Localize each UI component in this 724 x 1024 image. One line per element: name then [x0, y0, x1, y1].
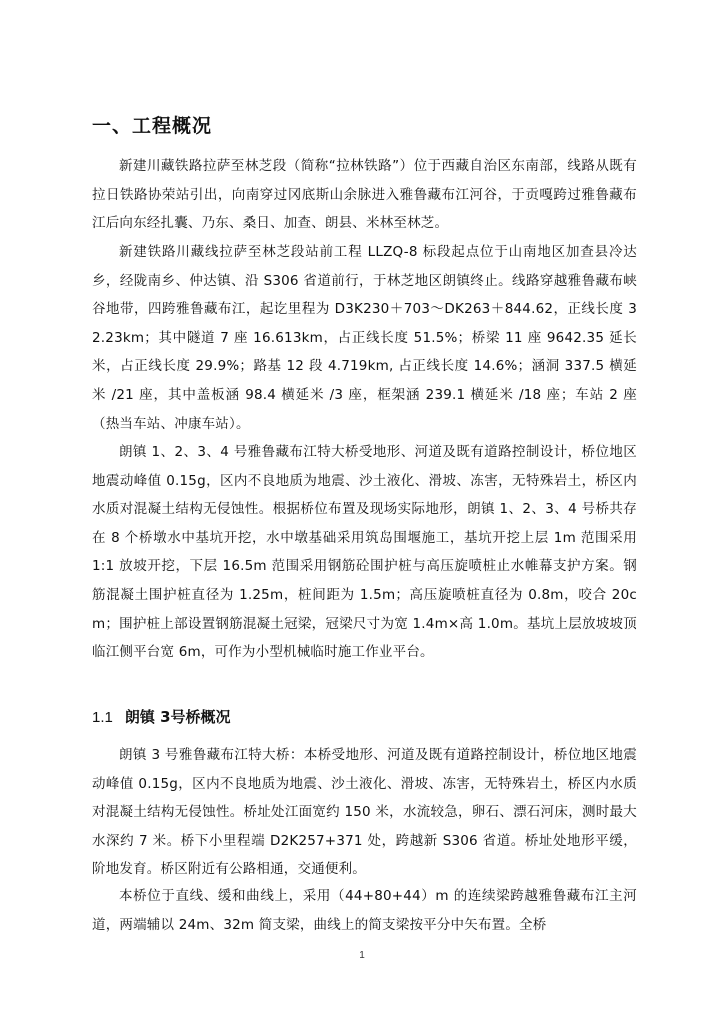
subsection-heading	[92, 705, 231, 730]
paragraph-bridge3-span: 本桥位于直线、缓和曲线上，采用（44+80+44）m 的连续梁跨越雅鲁藏布江主河道，两端辅以 24m、32m 简支梁，曲线上的简支梁按平分中矢布置。全桥	[92, 888, 637, 933]
subsection-number: 1.1	[92, 709, 113, 726]
subsection-title: 朗镇 3号桥概况	[124, 708, 231, 726]
paragraph-overview-route: 新建川藏铁路拉萨至林芝段（简称“拉林铁路”）位于西藏自治区东南部，线路从既有拉日铁路协荣站引出，向南穿过冈底斯山余脉进入雅鲁藏布江河谷，于贡嘎跨过雅鲁藏布江后向东经扎囊、乃东、桑日、加查、朗县、米林至林芝。	[92, 158, 637, 232]
page-number: 1	[359, 950, 365, 961]
paragraph-section-lzq8: 新建铁路川藏线拉萨至林芝段站前工程 LLZQ-8 标段起点位于山南地区加查县冷达乡，经陇南乡、仲达镇、沿 S306 省道前行，于林芝地区朗镇终止。线路穿越雅鲁藏布峡谷地带，四跨雅鲁藏布江，起讫里程为 D3K230＋703～DK263＋844.62，正线长度 32.23km；其中隧道 7 座 16.613km，占正线长度 51.5%；桥梁 11 座 9642.35 延长米，占正线长度 29.9%；路基 12 段 4.719km, 占正线长度 14.6%；涵洞 337.5 横延米 /21 座，其中盖板涵 98.4 横延米 /3 座，框架涵 239.1 横延米 /18 座；车站 2 座（热当车站、冲康车站）。	[92, 244, 637, 432]
section-title: 一、工程概况	[92, 115, 213, 137]
paragraph-bridges-foundation: 朗镇 1、2、3、4 号雅鲁藏布江特大桥受地形、河道及既有道路控制设计，桥位地区地震动峰值 0.15g，区内不良地质为地震、沙土液化、滑坡、冻害，无特殊岩土，桥区内水质对混凝土结构无侵蚀性。根据桥位布置及现场实际地形，朗镇 1、2、3、4 号桥共存在 8 个桥墩水中基坑开挖，水中墩基础采用筑岛围堰施工，基坑开挖上层 1m 范围采用 1:1 放坡开挖，下层 16.5m 范围采用钢筋砼围护桩与高压旋喷桩止水帷幕支护方案。钢筋混凝土围护桩直径为 1.25m，桩间距为 1.5m；高压旋喷桩直径为 0.8m，咬合 20cm；围护桩上部设置钢筋混凝土冠梁，冠梁尺寸为宽 1.4m×高 1.0m。基坑上层放坡坡顶临江侧平台宽 6m，可作为小型机械临时施工作业平台。	[92, 444, 637, 661]
paragraph-bridge3-site: 朗镇 3 号雅鲁藏布江特大桥：本桥受地形、河道及既有道路控制设计，桥位地区地震动峰值 0.15g，区内不良地质为地震、沙土液化、滑坡、冻害，无特殊岩土，桥区内水质对混凝土结构无侵蚀性。桥址处江面宽约 150 米，水流较急，卵石、漂石河床，测时最大水深约 7 米。桥下小里程端 D2K257+371 处，跨越新 S306 省道。桥址处地形平缓，阶地发育。桥区附近有公路相通，交通便利。	[92, 747, 637, 878]
